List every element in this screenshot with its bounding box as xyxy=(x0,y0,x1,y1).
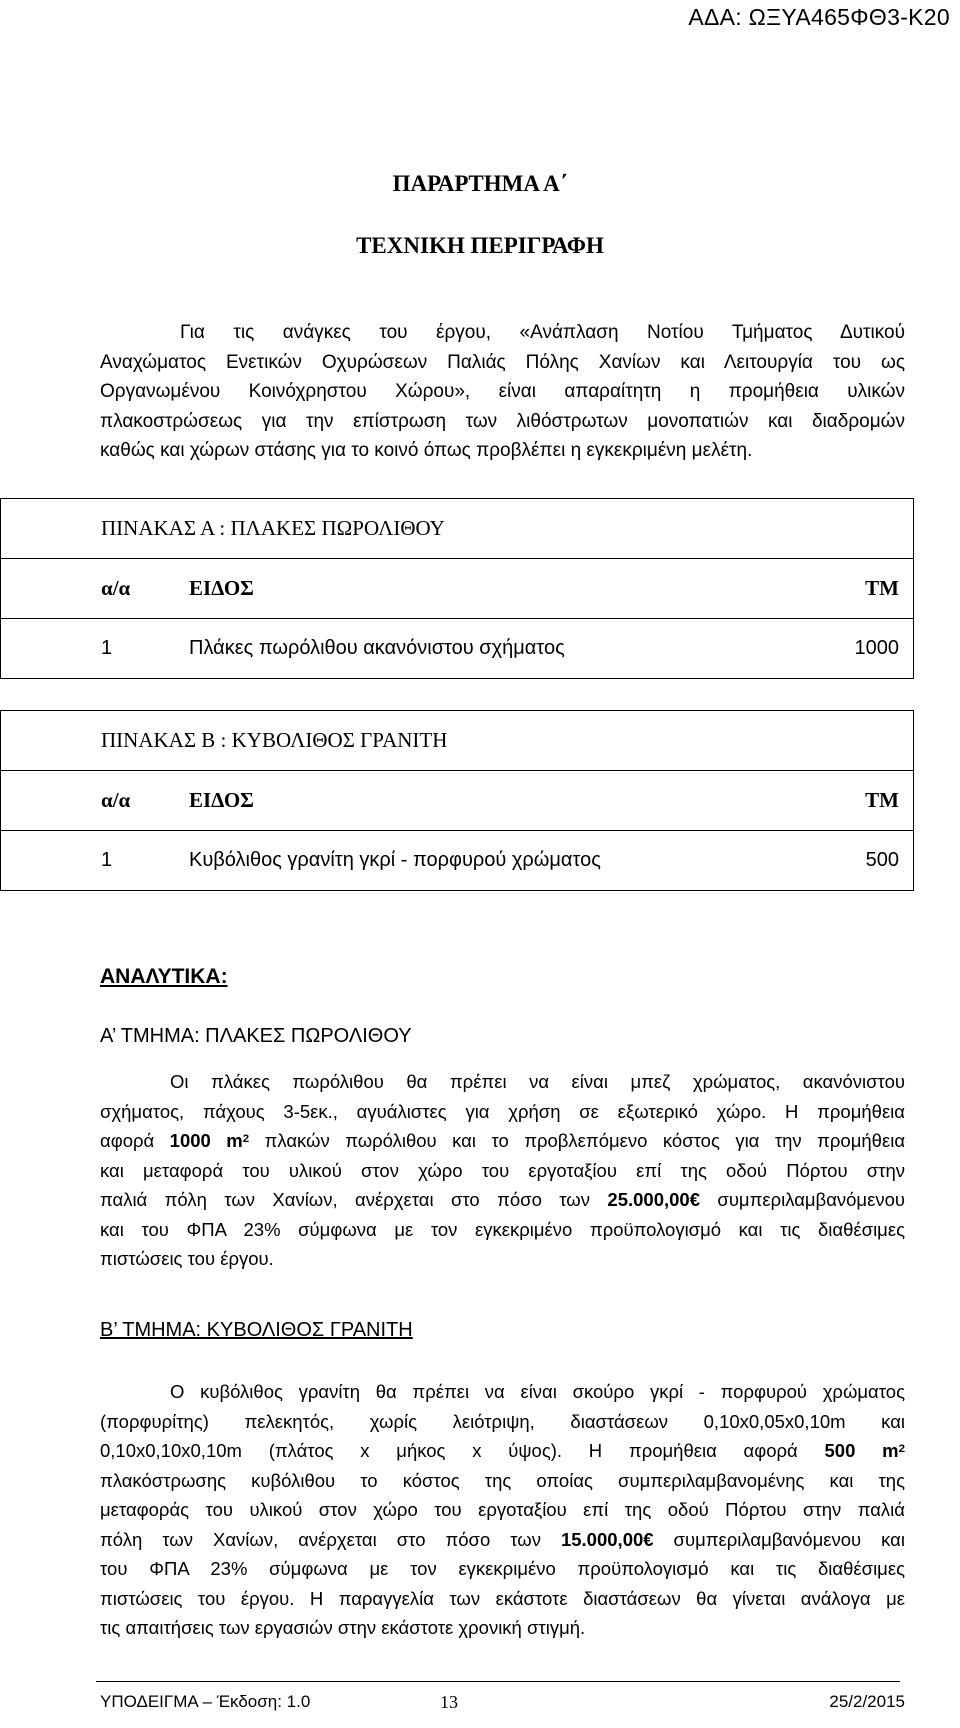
intro-line: Για τις ανάγκες του έργου, «Ανάπλαση Νοτίου Τμήματος Δυτικού xyxy=(180,322,905,343)
amount-bold: 15.000,00€ xyxy=(560,1528,654,1550)
intro-line: Οργανωμένου Κοινόχρηστου Χώρου», είναι απαραίτητη η προμήθεια υλικών xyxy=(100,381,905,402)
text-fragment: συμπεριλαμβανόμενου και xyxy=(653,1528,905,1550)
text-fragment: συμπεριλαμβανόμενου xyxy=(700,1189,905,1210)
section-a-line xyxy=(100,1185,905,1215)
section-b-line: πιστώσεις του έργου. Η παραγγελία των εκάστοτε διαστάσεων θα γίνεται ανάλογα με xyxy=(100,1587,905,1609)
intro-line: Αναχώματος Ενετικών Οχυρώσεων Παλιάς Πόλης Χανίων και Λειτουργία του ως xyxy=(100,351,905,373)
table-a-header-item: ΕΙΔΟΣ xyxy=(175,559,793,619)
table-b-row-num: 1 xyxy=(1,831,176,891)
footer-date: 25/2/2015 xyxy=(829,1692,905,1711)
section-a-line: σχήματος, πάχους 3-5εκ., αγυάλιστες για χρήση σε εξωτερικό χώρο. Η προμήθεια xyxy=(100,1100,905,1122)
section-a-line: και του ΦΠΑ 23% σύμφωνα με τον εγκεκριμένο προϋπολογισμό και τις διαθέσιμες xyxy=(100,1218,905,1240)
text-fragment: 0,10x0,10x0,10m (πλάτος x μήκος x ύψος). Η προμήθεια αφορά xyxy=(100,1440,825,1461)
section-b-line: (πορφυρίτης) πελεκητός, χωρίς λειότριψη, διαστάσεων 0,10x0,05x0,10m και xyxy=(100,1410,905,1432)
text-fragment: αφορά xyxy=(100,1130,170,1151)
amount-bold: 25.000,00€ xyxy=(607,1189,700,1210)
quantity-bold: 1000 m xyxy=(169,1130,243,1151)
intro-paragraph xyxy=(100,318,905,466)
table-a-header-num: α/α xyxy=(1,559,176,619)
table-a-row-num: 1 xyxy=(1,619,176,679)
text-fragment: πόλη των Χανίων, ανέρχεται στο πόσο των xyxy=(100,1528,561,1550)
superscript: 2 xyxy=(898,1442,905,1455)
table-a-row-item: Πλάκες πωρόλιθου ακανόνιστου σχήματος xyxy=(175,619,793,679)
analytics-heading: ΑΝΑΛΥΤΙΚΑ: xyxy=(100,965,228,988)
section-b-line: τις απαιτήσεις των εργασιών στην εκάστοτε χρονική στιγμή. xyxy=(100,1617,586,1638)
table-b-kyvolithos-graniti xyxy=(0,710,914,891)
ada-code: ΑΔΑ: ΩΞΥΑ465ΦΘ3-Κ20 xyxy=(688,4,950,30)
table-a-row-qty: 1000 xyxy=(793,619,914,679)
table-b-header-qty: ΤΜ xyxy=(793,771,914,831)
text-fragment: πλακών πωρόλιθου και το προβλεπόμενο κόστος για την προμήθεια xyxy=(249,1130,906,1151)
section-a-title: Α’ ΤΜΗΜΑ: ΠΛΑΚΕΣ ΠΩΡΟΛΙΘΟΥ xyxy=(100,1025,412,1047)
quantity-bold: 500 m xyxy=(824,1440,899,1461)
section-a-line: πιστώσεις του έργου. xyxy=(100,1248,274,1269)
section-b-line: πλακόστρωσης κυβόλιθου το κόστος της οποίας συμπεριλαμβανομένης και της xyxy=(100,1469,905,1491)
annex-title: ΠΑΡΑΡΤΗΜΑ Α΄ xyxy=(392,171,568,196)
table-a-plakes-porolithou xyxy=(0,498,914,679)
footer-page-number: 13 xyxy=(440,1692,458,1712)
section-a-line: και μεταφορά του υλικού στον χώρο του εργοταξίου επί της οδού Πόρτου στην xyxy=(100,1159,905,1181)
text-fragment: παλιά πόλη των Χανίων, ανέρχεται στο πόσο των xyxy=(100,1189,608,1210)
section-b-line: μεταφοράς του υλικού στον χώρο του εργοταξίου επί της οδού Πόρτου στην παλιά xyxy=(100,1499,905,1520)
section-a-paragraph xyxy=(100,1067,905,1274)
table-b-title: ΠΙΝΑΚΑΣ Β : ΚΥΒΟΛΙΘΟΣ ΓΡΑΝΙΤΗ xyxy=(1,711,914,771)
page-footer xyxy=(0,1692,960,1722)
section-a-line: Οι πλάκες πωρόλιθου θα πρέπει να είναι μπεζ χρώματος, ακανόνιστου xyxy=(170,1071,905,1092)
section-b-line xyxy=(100,1436,905,1466)
table-b-row-item: Κυβόλιθος γρανίτη γκρί - πορφυρού χρώματος xyxy=(175,831,793,891)
technical-description-title: ΤΕΧΝΙΚΗ ΠΕΡΙΓΡΑΦΗ xyxy=(356,233,604,258)
superscript: 2 xyxy=(242,1132,250,1145)
section-b-line xyxy=(100,1525,905,1555)
table-b-header-item: ΕΙΔΟΣ xyxy=(175,771,793,831)
intro-line: πλακοστρώσεως για την επίστρωση των λιθόστρωτων μονοπατιών και διαδρομών xyxy=(100,410,905,432)
section-a-line xyxy=(100,1126,905,1156)
intro-line: καθώς και χώρων στάσης για το κοινό όπως προβλέπει η εγκεκριμένη μελέτη. xyxy=(100,440,753,461)
footer-rule xyxy=(96,1681,900,1682)
section-b-title: Β’ ΤΜΗΜΑ: ΚΥΒΟΛΙΘΟΣ ΓΡΑΝΙΤΗ xyxy=(100,1319,413,1341)
table-a-title: ΠΙΝΑΚΑΣ Α : ΠΛΑΚΕΣ ΠΩΡΟΛΙΘΟΥ xyxy=(1,499,914,559)
table-b-row-qty: 500 xyxy=(793,831,914,891)
section-b-paragraph xyxy=(100,1377,905,1643)
table-b-header-num: α/α xyxy=(1,771,176,831)
section-b-line: Ο κυβόλιθος γρανίτη θα πρέπει να είναι σκούρο γκρί - πορφυρού χρώματος xyxy=(170,1381,905,1402)
footer-template-version: ΥΠΟΔΕΙΓΜΑ – Έκδοση: 1.0 xyxy=(100,1692,311,1711)
section-b-line: του ΦΠΑ 23% σύμφωνα με τον εγκεκριμένο προϋπολογισμό και τις διαθέσιμες xyxy=(100,1558,905,1579)
table-a-header-qty: ΤΜ xyxy=(793,559,914,619)
